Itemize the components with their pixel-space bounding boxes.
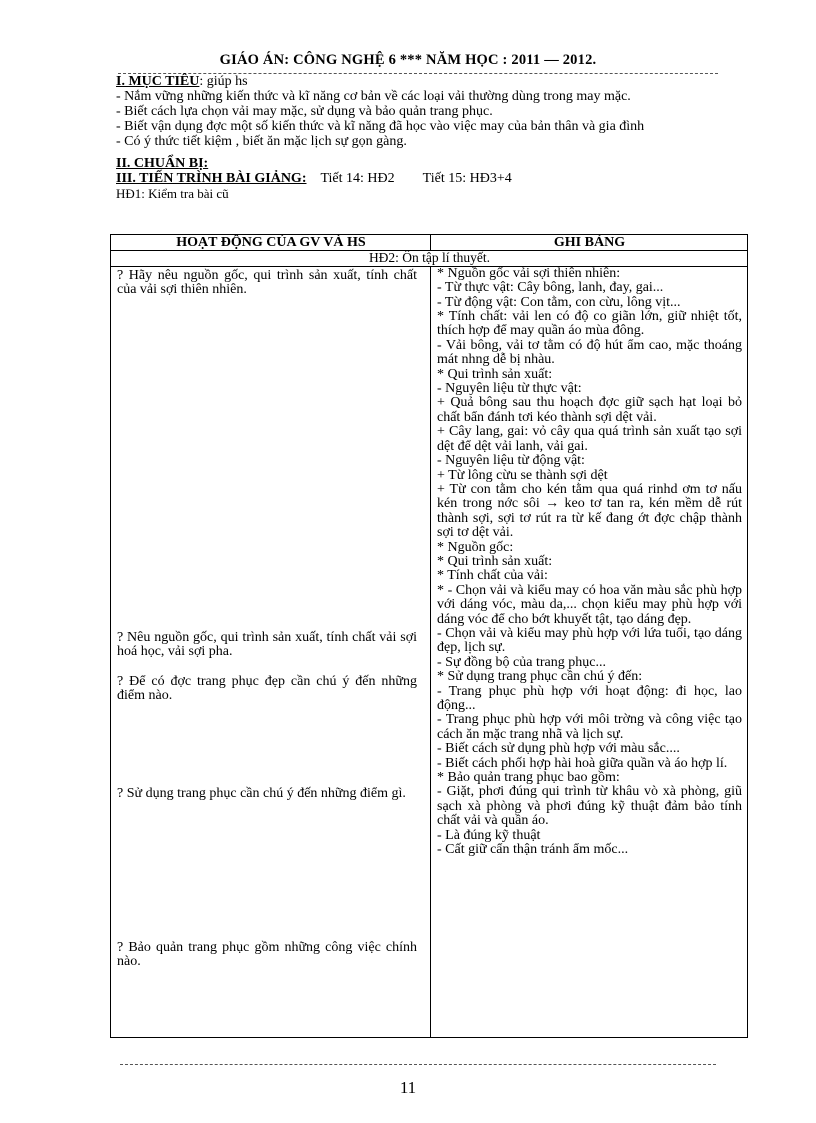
answer-line: + Từ lông cừu se thành sợi dệt xyxy=(437,467,608,483)
tiet-14: Tiết 14: HĐ2 xyxy=(320,171,395,186)
objective-item: - Có ý thức tiết kiệm , biết ăn mặc lịch sự gọn gàng. xyxy=(116,134,407,149)
table-header-row xyxy=(111,235,748,251)
question-item: ? Để có đợc trang phục đẹp cần chú ý đến những điểm nào. xyxy=(117,673,417,704)
answer-line: - Là đúng kỹ thuật xyxy=(437,827,541,843)
page-header: GIÁO ÁN: CÔNG NGHỆ 6 *** NĂM HỌC : 2011 — 2012. xyxy=(219,52,597,68)
question-item: ? Sử dụng trang phục cần chú ý đến những điểm gì. xyxy=(117,785,406,801)
answer-line: - Trang phục phù hợp với môi trờng và công việc tạo cách ăn mặc trang nhã và lịch sự. xyxy=(437,712,742,742)
preparation-heading: II. CHUẨN BỊ: xyxy=(116,156,209,171)
process-heading: III. TIẾN TRÌNH BÀI GIẢNG: xyxy=(116,171,307,186)
answer-line: - Chọn vải và kiểu may phù hợp với lứa tuổi, tạo dáng đẹp, lịch sự. xyxy=(437,625,742,656)
objective-item: - Nắm vững những kiến thức và kĩ năng cơ bản về các loại vải thường dùng trong may mặc. xyxy=(116,89,631,104)
lesson-intro xyxy=(116,74,742,201)
answer-line: - Từ thực vật: Cây bông, lanh, đay, gai... xyxy=(437,280,664,296)
answer-line: - Nguyên liệu từ động vật: xyxy=(437,453,585,469)
answer-line: - Giặt, phơi đúng qui trình từ khâu vò xà phòng, giũ sạch xà phòng và phơi đúng kỹ thuật đảm bảo tính chất vải và quần áo. xyxy=(437,784,742,829)
answer-line: - Nguyên liệu từ thực vật: xyxy=(437,381,582,397)
teacher-questions-cell xyxy=(111,266,431,1037)
objectives-line xyxy=(116,74,742,89)
answer-line: * Tính chất của vải: xyxy=(437,568,548,584)
column-header-board: GHI BẢNG xyxy=(431,235,748,251)
objective-item: - Biết cách lựa chọn vải may mặc, sử dụng và bảo quản trang phục. xyxy=(116,104,493,119)
answer-line: + Từ con tằm cho kén tằm qua quá rinhd ơm tơ nấu kén trong nớc sôi → keo tơ tan ra, kén mềm dễ rút thành sợi, sợi tơ rút ra từ kế đang ớt đợc chập thành sợi tơ dệt vải. xyxy=(437,481,742,541)
answer-line: * Bảo quản trang phục bao gồm: xyxy=(437,770,620,786)
answer-line: * Nguồn gốc: xyxy=(437,539,514,555)
question-item: ? Nêu nguồn gốc, qui trình sản xuất, tính chất vải sợi hoá học, vải sợi pha. xyxy=(117,629,417,660)
answer-line: - Từ động vật: Con tằm, con cừu, lông vịt... xyxy=(437,294,681,310)
answer-line: + Quả bông sau thu hoạch đợc giữ sạch hạt loại bỏ chất bẩn đánh tơi kéo thành sợi dệt vải. xyxy=(437,395,742,425)
process-line xyxy=(116,171,742,186)
answer-line: * - Chọn vải và kiểu may có hoa văn màu sắc phù hợp với dáng vóc, màu da,... chọn kiểu may phù hợp với dáng vóc để cho bớt khuyết tật, tạo dáng đẹp. xyxy=(437,582,742,627)
objectives-heading: I. MỤC TIÊU xyxy=(116,74,200,89)
page-number: 11 xyxy=(399,1078,417,1097)
answer-line: - Vải bông, vải tơ tằm có độ hút ẩm cao, mặc thoáng mát nhng dễ bị nhàu. xyxy=(437,337,742,368)
hd2-row xyxy=(111,251,748,266)
answer-line: - Sự đồng bộ của trang phục... xyxy=(437,654,606,670)
answer-line: + Cây lang, gai: vỏ cây qua quá trình sản xuất tạo sợi dệt để dệt vải lanh, vải gai. xyxy=(437,424,742,454)
answer-line: * Sử dụng trang phục cần chú ý đến: xyxy=(437,669,643,685)
answer-line: - Biết cách phối hợp hài hoà giữa quần và áo hợp lí. xyxy=(437,755,728,771)
answer-line: - Trang phục phù hợp với hoạt động: đi học, lao động... xyxy=(437,683,742,713)
column-header-teacher: HOẠT ĐỘNG CỦA GV VÀ HS xyxy=(111,235,431,251)
question-item: ? Hãy nêu nguồn gốc, qui trình sản xuất, tính chất của vải sợi thiên nhiên. xyxy=(117,267,417,298)
answer-line: * Qui trình sản xuất: xyxy=(437,553,553,569)
objectives-heading-suffix: : giúp hs xyxy=(199,74,248,89)
board-notes-cell xyxy=(431,266,748,1037)
answer-line: * Tính chất: vải len có độ co giãn lớn, giữ nhiệt tốt, thích hợp để may quần áo mùa đông. xyxy=(437,309,742,339)
footer-divider xyxy=(120,1064,716,1065)
question-item: ? Bảo quản trang phục gồm những công việc chính nào. xyxy=(117,939,417,970)
lesson-table xyxy=(110,234,748,1038)
hd1-label: HĐ1: Kiểm tra bài cũ xyxy=(116,186,229,201)
hd2-label: HĐ2: Ôn tập lí thuyết. xyxy=(111,251,748,266)
content-row xyxy=(111,266,748,1037)
answer-line: - Biết cách sử dụng phù hợp với màu sắc.... xyxy=(437,741,680,757)
answer-line: * Qui trình sản xuất: xyxy=(437,366,553,382)
answer-line: - Cất giữ cẩn thận tránh ẩm mốc... xyxy=(437,842,629,858)
answer-line: * Nguồn gốc vải sợi thiên nhiên: xyxy=(437,265,621,281)
tiet-15: Tiết 15: HĐ3+4 xyxy=(422,171,512,186)
objective-item: - Biết vận dụng đợc một số kiến thức và kĩ năng đã học vào việc may của bản thân và gia đình xyxy=(116,119,645,134)
